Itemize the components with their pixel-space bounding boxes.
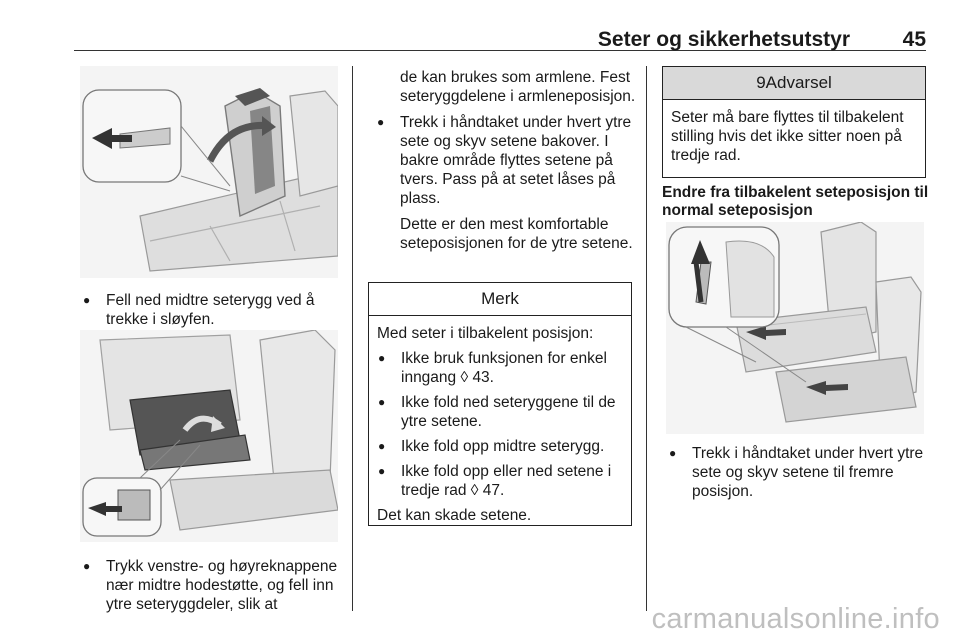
list-item: ● Trekk i håndtaket under hvert ytre sete og skyv setene til fremre posisjon. xyxy=(666,444,930,501)
list-item: ● Fell ned midtre seterygg ved å trekke i sløyfen. xyxy=(80,291,342,329)
list-item: ● Ikke bruk funksjonen for enkel inngang ◊ 43. xyxy=(377,349,623,387)
warning-text: Seter må bare flyttes til tilbakelent stilling hvis det ikke sitter noen på tredje rad. xyxy=(671,109,904,164)
subheading: Endre fra tilbakelent seteposisjon til normal seteposisjon xyxy=(662,184,929,219)
note-box xyxy=(368,282,632,526)
warning-box xyxy=(662,66,926,178)
note-body xyxy=(369,316,631,531)
column-divider-right xyxy=(646,66,647,611)
warning-title: Advarsel xyxy=(765,73,832,92)
paragraph-continuation: de kan brukes som armlene. Fest seteryggdelene i armleneposisjon. xyxy=(400,69,636,105)
note-outro: Det kan skade setene. xyxy=(377,507,532,524)
note-intro: Med seter i tilbakelent posisjon: xyxy=(377,325,594,342)
list-item: ● Ikke fold opp midtre seterygg. xyxy=(377,437,623,456)
seat-illustration-armrest xyxy=(80,330,338,542)
column-divider-left xyxy=(352,66,353,611)
section-title: Seter og sikkerhetsutstyr xyxy=(597,28,850,51)
warning-header xyxy=(663,67,925,100)
note-title: Merk xyxy=(369,283,631,316)
seat-illustration-normal-position xyxy=(666,222,924,434)
warning-icon: 9 xyxy=(756,73,766,92)
page-number: 45 xyxy=(902,28,926,51)
list-item: ● Trykk venstre- og høyreknappene nær midtre hodestøtte, og fell inn ytre seteryggdeler, slik at xyxy=(80,557,342,614)
paragraph: Dette er den mest komfortable seteposisjonen for de ytre setene. xyxy=(400,216,633,252)
column-3-text xyxy=(666,444,930,508)
page-header xyxy=(74,26,926,51)
list-item: ● Ikke fold opp eller ned setene i tredje rad ◊ 47. xyxy=(377,462,623,500)
list-item: ● Ikke fold ned seteryggene til de ytre setene. xyxy=(377,393,623,431)
column-1-text-b xyxy=(80,557,342,621)
watermark: carmanualsonline.info xyxy=(651,603,940,635)
column-2-text xyxy=(374,68,636,260)
list-item: ● Trekk i håndtaket under hvert ytre sete og skyv setene bakover. I bakre område flyttes setene på tvers. Pass på at setet låses på plass. xyxy=(374,113,636,208)
seat-illustration-fold-middle xyxy=(80,66,338,278)
